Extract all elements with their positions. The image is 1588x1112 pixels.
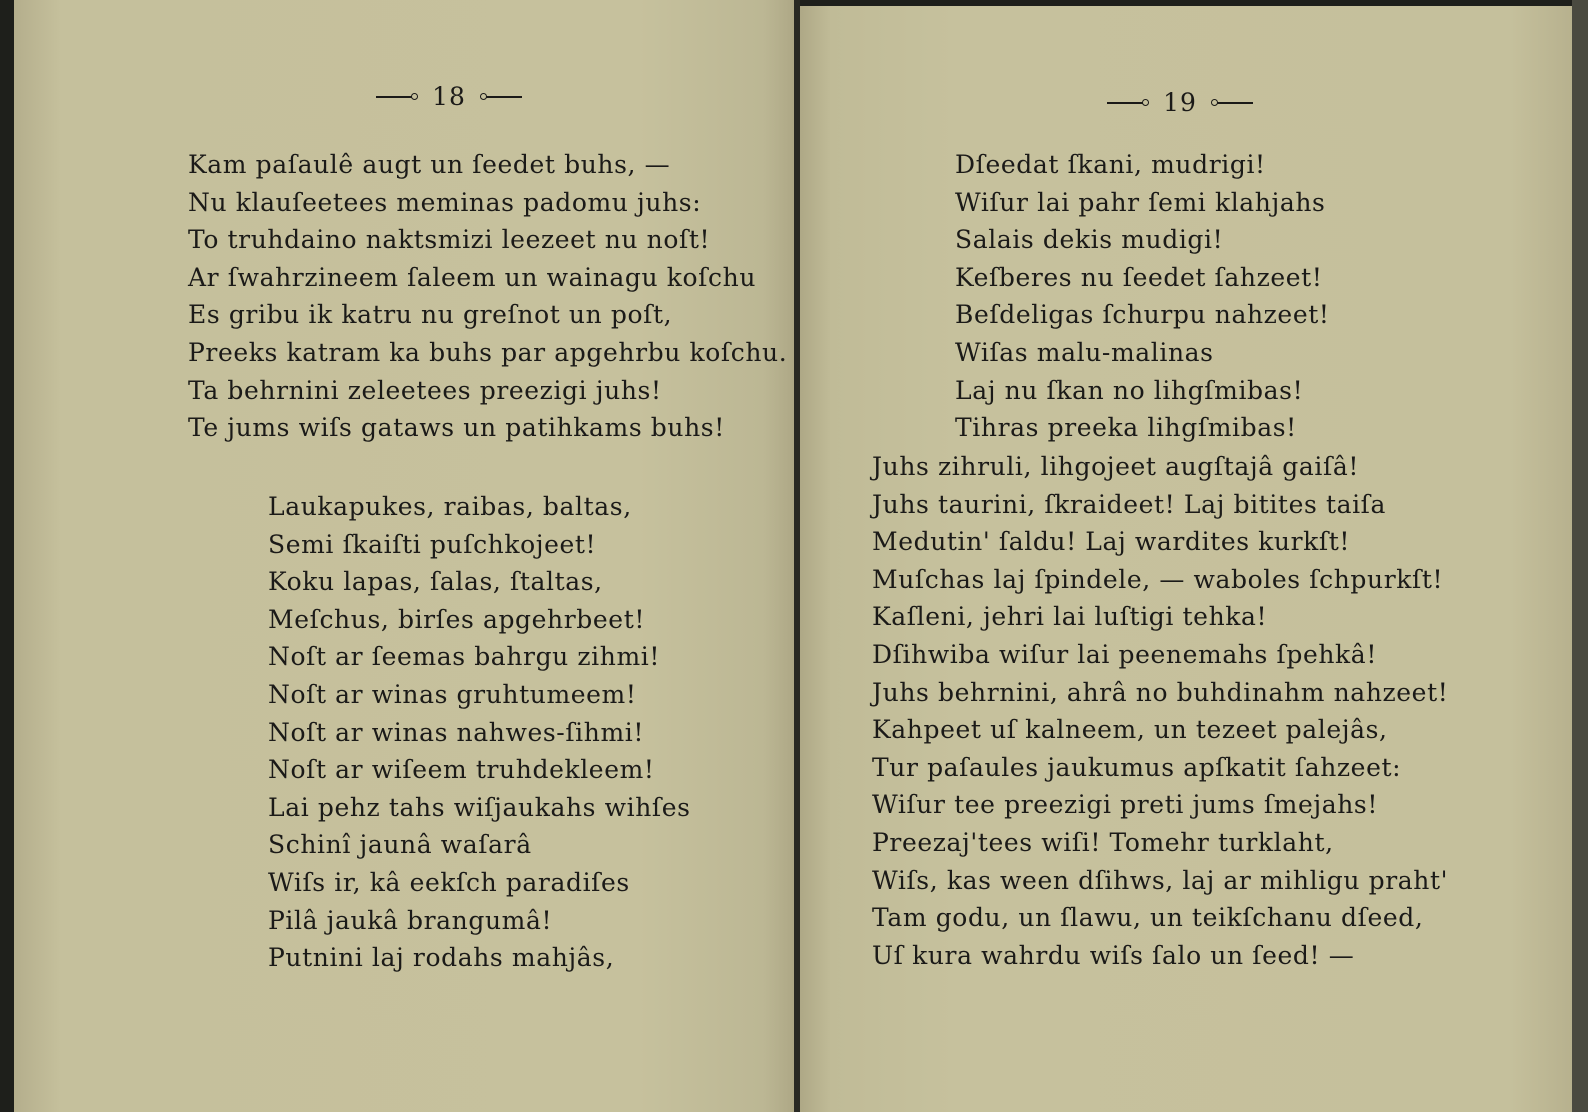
poem-line: Tihras preeka lihgſmibas! bbox=[955, 413, 1297, 443]
page-number: 18 bbox=[432, 82, 466, 111]
poem-line: Laj nu ſkan no lihgſmibas! bbox=[955, 375, 1304, 405]
poem-line: Dſihwiba wiſur lai peenemahs ſpehkâ! bbox=[872, 640, 1377, 669]
poem-line: Noſt ar ſeemas bahrgu zihmi! bbox=[268, 642, 661, 672]
poem-line: Laukapukes, raibas, baltas, bbox=[268, 492, 632, 521]
poem-line: Beſdeligas ſchurpu nahzeet! bbox=[955, 300, 1330, 330]
poem-line: Wiſs, kas ween dſihws, laj ar mihligu praht' bbox=[872, 865, 1449, 895]
poem-line: Dſeedat ſkani, mudrigi! bbox=[955, 150, 1266, 179]
ornament-dash-right bbox=[480, 92, 522, 102]
poem-line: Kahpeet uſ kalneem, un tezeet palejâs, bbox=[872, 715, 1388, 745]
left-page bbox=[14, 0, 794, 1112]
poem-line: Medutin' ſaldu! Laj wardites kurkſt! bbox=[872, 527, 1351, 557]
poem-line: Wiſur lai pahr ſemi klahjahs bbox=[955, 187, 1326, 217]
poem-line: Noſt ar winas gruhtumeem! bbox=[268, 680, 637, 709]
poem-line: Nu klauſeetees meminas padomu juhs: bbox=[188, 187, 702, 217]
book-edge bbox=[1572, 0, 1588, 1112]
poem-line: Keſberes nu ſeedet ſahzeet! bbox=[955, 262, 1323, 292]
poem-line: Muſchas laj ſpindele, — waboles ſchpurkſt! bbox=[872, 564, 1444, 594]
ornament-dash-left bbox=[1107, 98, 1149, 108]
ornament-dash-right bbox=[1211, 98, 1253, 108]
poem-line: Preezaj'tees wiſi! Tomehr turklaht, bbox=[872, 828, 1334, 857]
poem-line: Wiſs ir, kâ eekſch paradiſes bbox=[268, 868, 630, 897]
poem-line: Tam godu, un ſlawu, un teikſchanu dſeed, bbox=[872, 903, 1424, 933]
poem-line: Tur paſaules jaukumus apſkatit ſahzeet: bbox=[872, 752, 1402, 782]
poem-line: Schinî jaunâ waſarâ bbox=[268, 830, 532, 860]
poem-line: Meſchus, birſes apgehrbeet! bbox=[268, 604, 645, 634]
poem-line: Lai pehz tahs wiſjaukahs wihſes bbox=[268, 792, 691, 822]
poem-line: Es gribu ik katru nu greſnot un poſt, bbox=[188, 300, 673, 330]
poem-line: Kam paſaulê augt un ſeedet buhs, — bbox=[188, 150, 671, 179]
right-page bbox=[800, 6, 1572, 1112]
poem-line: Te jums wiſs gataws un patihkams buhs! bbox=[188, 413, 725, 443]
poem-line: To truhdaino naktsmizi leezeet nu noſt! bbox=[188, 225, 711, 255]
poem-line: Uſ kura wahrdu wiſs ſalo un ſeed! — bbox=[872, 940, 1355, 970]
poem-line: Wiſur tee preezigi preti jums ſmejahs! bbox=[872, 790, 1379, 820]
poem-line: Putnini laj rodahs mahjâs, bbox=[268, 943, 615, 973]
poem-line: Noſt ar wiſeem truhdekleem! bbox=[268, 755, 655, 785]
poem-line: Juhs behrnini, ahrâ no buhdinahm nahzeet! bbox=[872, 677, 1449, 707]
poem-line: Ar ſwahrzineem ſaleem un wainagu koſchu bbox=[188, 262, 757, 292]
poem-line: Preeks katram ka buhs par apgehrbu koſchu. bbox=[188, 338, 788, 367]
page-number-header bbox=[319, 82, 579, 111]
page-number: 19 bbox=[1163, 88, 1197, 117]
poem-line: Juhs zihruli, lihgojeet augſtajâ gaiſâ! bbox=[872, 452, 1360, 481]
poem-line: Ta behrnini zeleetees preezigi juhs! bbox=[188, 375, 662, 405]
poem-line: Salais dekis mudigi! bbox=[955, 225, 1224, 255]
poem-line: Wiſas malu-malinas bbox=[955, 338, 1214, 367]
poem-line: Koku lapas, ſalas, ſtaltas, bbox=[268, 567, 603, 597]
poem-line: Juhs taurini, ſkraideet! Laj bitites taiſa bbox=[872, 489, 1387, 519]
page-number-header bbox=[1050, 88, 1310, 117]
poem-line: Kaſleni, jehri lai luſtigi tehka! bbox=[872, 602, 1268, 632]
ornament-dash-left bbox=[376, 92, 418, 102]
poem-line: Semi ſkaiſti puſchkojeet! bbox=[268, 529, 597, 559]
poem-line: Pilâ jaukâ brangumâ! bbox=[268, 905, 553, 935]
poem-line: Noſt ar winas nahwes-ſihmi! bbox=[268, 717, 645, 747]
